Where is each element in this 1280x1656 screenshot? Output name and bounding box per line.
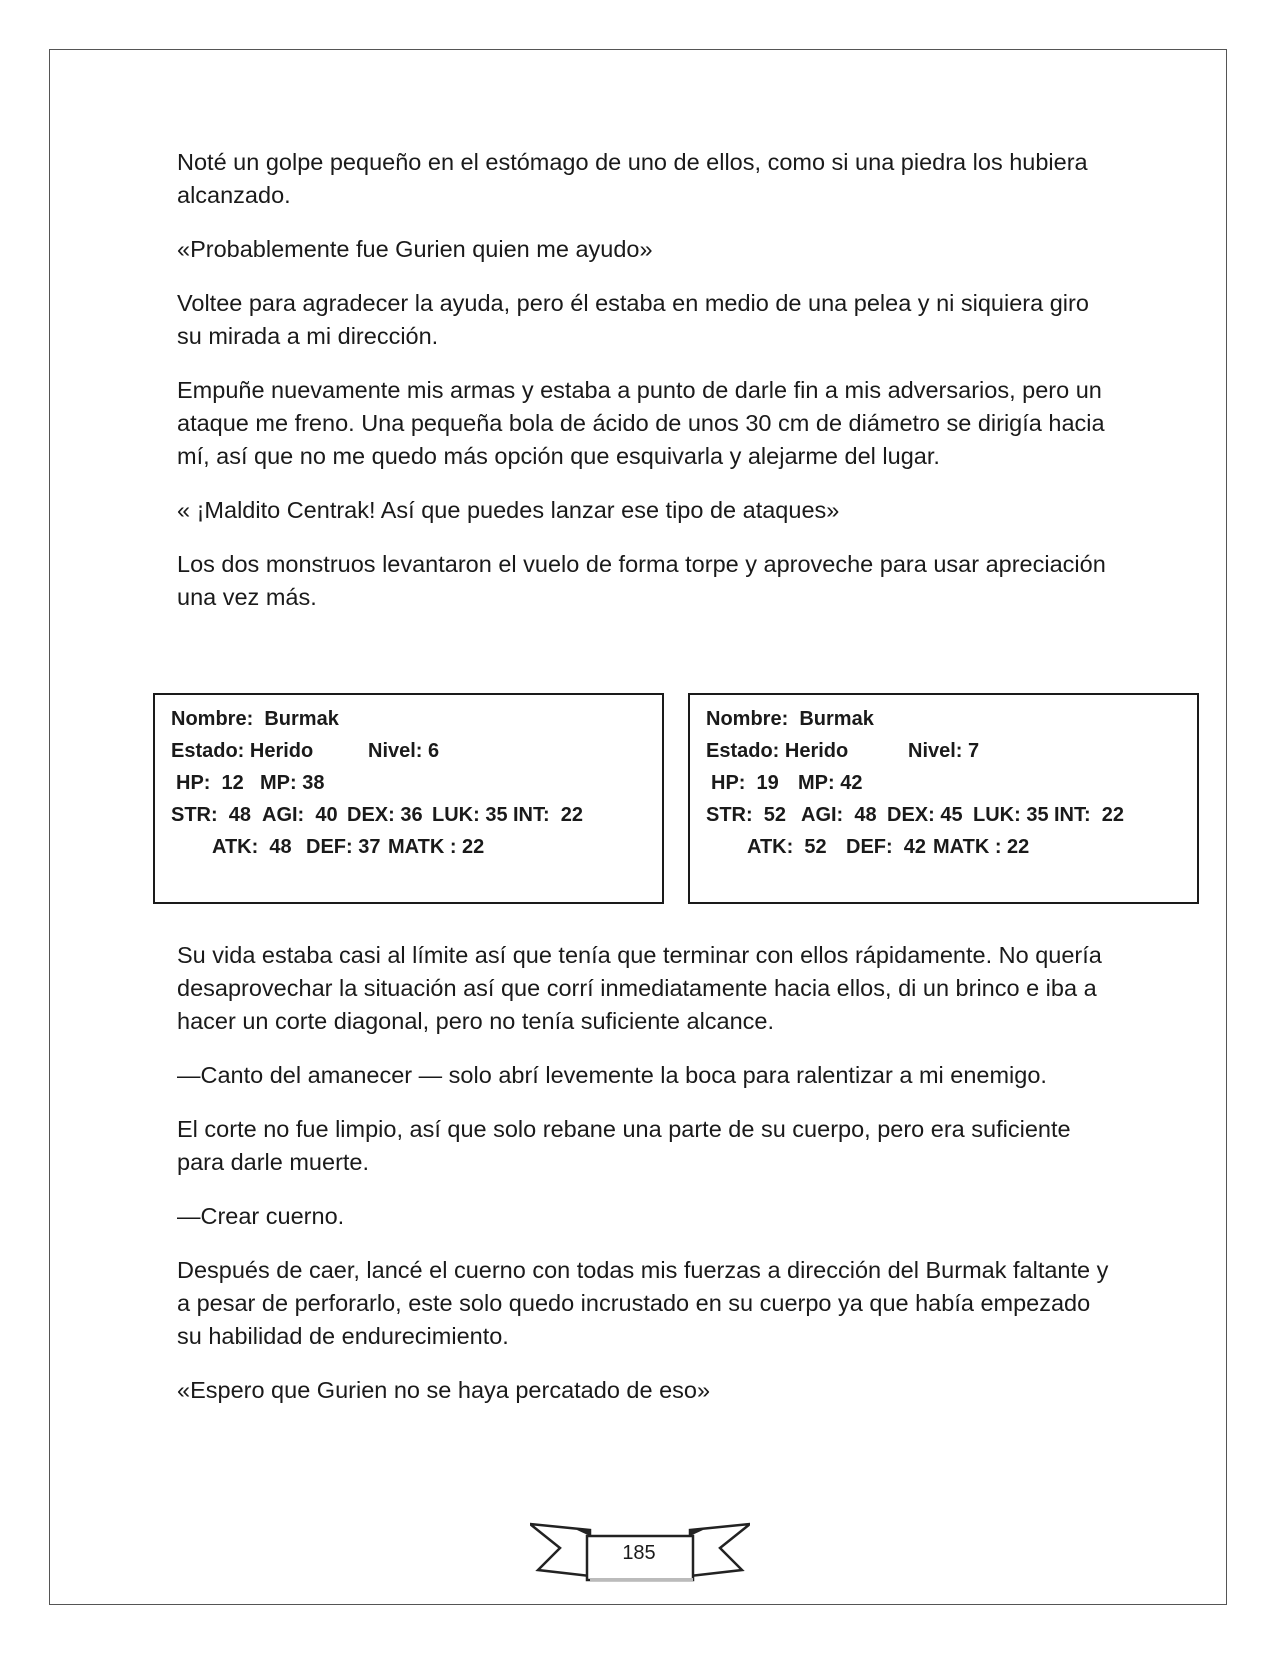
- stat-def: DEF: 42: [846, 836, 927, 858]
- stat-agi: AGI: 48: [801, 804, 877, 826]
- stat-state: Estado: Herido: [706, 740, 849, 762]
- paragraph: Empuñe nuevamente mis armas y estaba a punto de darle fin a mis adversarios, pero un ataque me freno. Una pequeña bola de ácido de unos 30 cm de diámetro se dirigía hacia mí, así que no me quedo más opción que esquivarla y alejarme del lugar.: [177, 377, 1105, 469]
- stat-row-state: [155, 735, 662, 767]
- stat-matk: MATK : 22: [933, 836, 1030, 858]
- stat-level: Nivel: 7: [908, 740, 980, 762]
- stat-row-name: [155, 703, 662, 735]
- paragraph: «Espero que Gurien no se haya percatado de eso»: [177, 1377, 711, 1403]
- body-text-top: [177, 146, 1117, 635]
- body-text-bottom: [177, 939, 1117, 1428]
- paragraph: Su vida estaba casi al límite así que tenía que terminar con ellos rápidamente. No quería desaprovechar la situación así que corrí inmediatamente hacia ellos, di un brinco e iba a hacer un corte diagonal, pero no tenía suficiente alcance.: [177, 942, 1102, 1034]
- stat-name: Nombre: Burmak: [706, 708, 874, 730]
- stat-name: Nombre: Burmak: [171, 708, 339, 730]
- stat-str: STR: 48: [171, 804, 252, 826]
- paragraph: Noté un golpe pequeño en el estómago de uno de ellos, como si una piedra los hubiera alcanzado.: [177, 149, 1088, 208]
- stat-row-hp-mp: [155, 767, 662, 799]
- stat-hp: HP: 19: [711, 772, 779, 794]
- paragraph: Después de caer, lancé el cuerno con todas mis fuerzas a dirección del Burmak faltante y a pesar de perforarlo, este solo quedo incrustado en su cuerpo ya que había empezado su habilidad de endurecimiento.: [177, 1257, 1109, 1349]
- paragraph: —Canto del amanecer — solo abrí levemente la boca para ralentizar a mi enemigo.: [177, 1062, 1047, 1088]
- status-box-burmak-1: [153, 693, 664, 904]
- paragraph: « ¡Maldito Centrak! Así que puedes lanzar ese tipo de ataques»: [177, 497, 840, 523]
- page-number: 185: [622, 1542, 656, 1564]
- stat-row-hp-mp: [690, 767, 1197, 799]
- stat-str: STR: 52: [706, 804, 787, 826]
- stat-row-combat: [690, 831, 1197, 863]
- paragraph: Voltee para agradecer la ayuda, pero él estaba en medio de una pelea y ni siquiera giro su mirada a mi dirección.: [177, 290, 1089, 349]
- paragraph: El corte no fue limpio, así que solo rebane una parte de su cuerpo, pero era suficiente para darle muerte.: [177, 1116, 1071, 1175]
- stat-def: DEF: 37: [306, 836, 381, 858]
- stat-luk: LUK: 35: [432, 804, 508, 826]
- stat-int: INT: 22: [513, 804, 584, 826]
- stat-matk: MATK : 22: [388, 836, 485, 858]
- stat-dex: DEX: 45: [887, 804, 963, 826]
- stat-hp: HP: 12: [176, 772, 244, 794]
- stat-mp: MP: 38: [260, 772, 325, 794]
- stat-row-state: [690, 735, 1197, 767]
- stat-mp: MP: 42: [798, 772, 863, 794]
- stat-agi: AGI: 40: [262, 804, 338, 826]
- status-box-burmak-2: [688, 693, 1199, 904]
- stat-luk: LUK: 35: [973, 804, 1049, 826]
- stat-state: Estado: Herido: [171, 740, 314, 762]
- paragraph: —Crear cuerno.: [177, 1203, 345, 1229]
- stat-atk: ATK: 52: [747, 836, 827, 858]
- paragraph: Los dos monstruos levantaron el vuelo de forma torpe y aproveche para usar apreciación una vez más.: [177, 551, 1106, 610]
- stat-row-attributes: [155, 799, 662, 831]
- stat-row-name: [690, 703, 1197, 735]
- paragraph: «Probablemente fue Gurien quien me ayudo»: [177, 236, 653, 262]
- stat-row-attributes: [690, 799, 1197, 831]
- stat-atk: ATK: 48: [212, 836, 292, 858]
- stat-dex: DEX: 36: [347, 804, 423, 826]
- stat-int: INT: 22: [1054, 804, 1125, 826]
- stat-row-combat: [155, 831, 662, 863]
- stat-level: Nivel: 6: [368, 740, 440, 762]
